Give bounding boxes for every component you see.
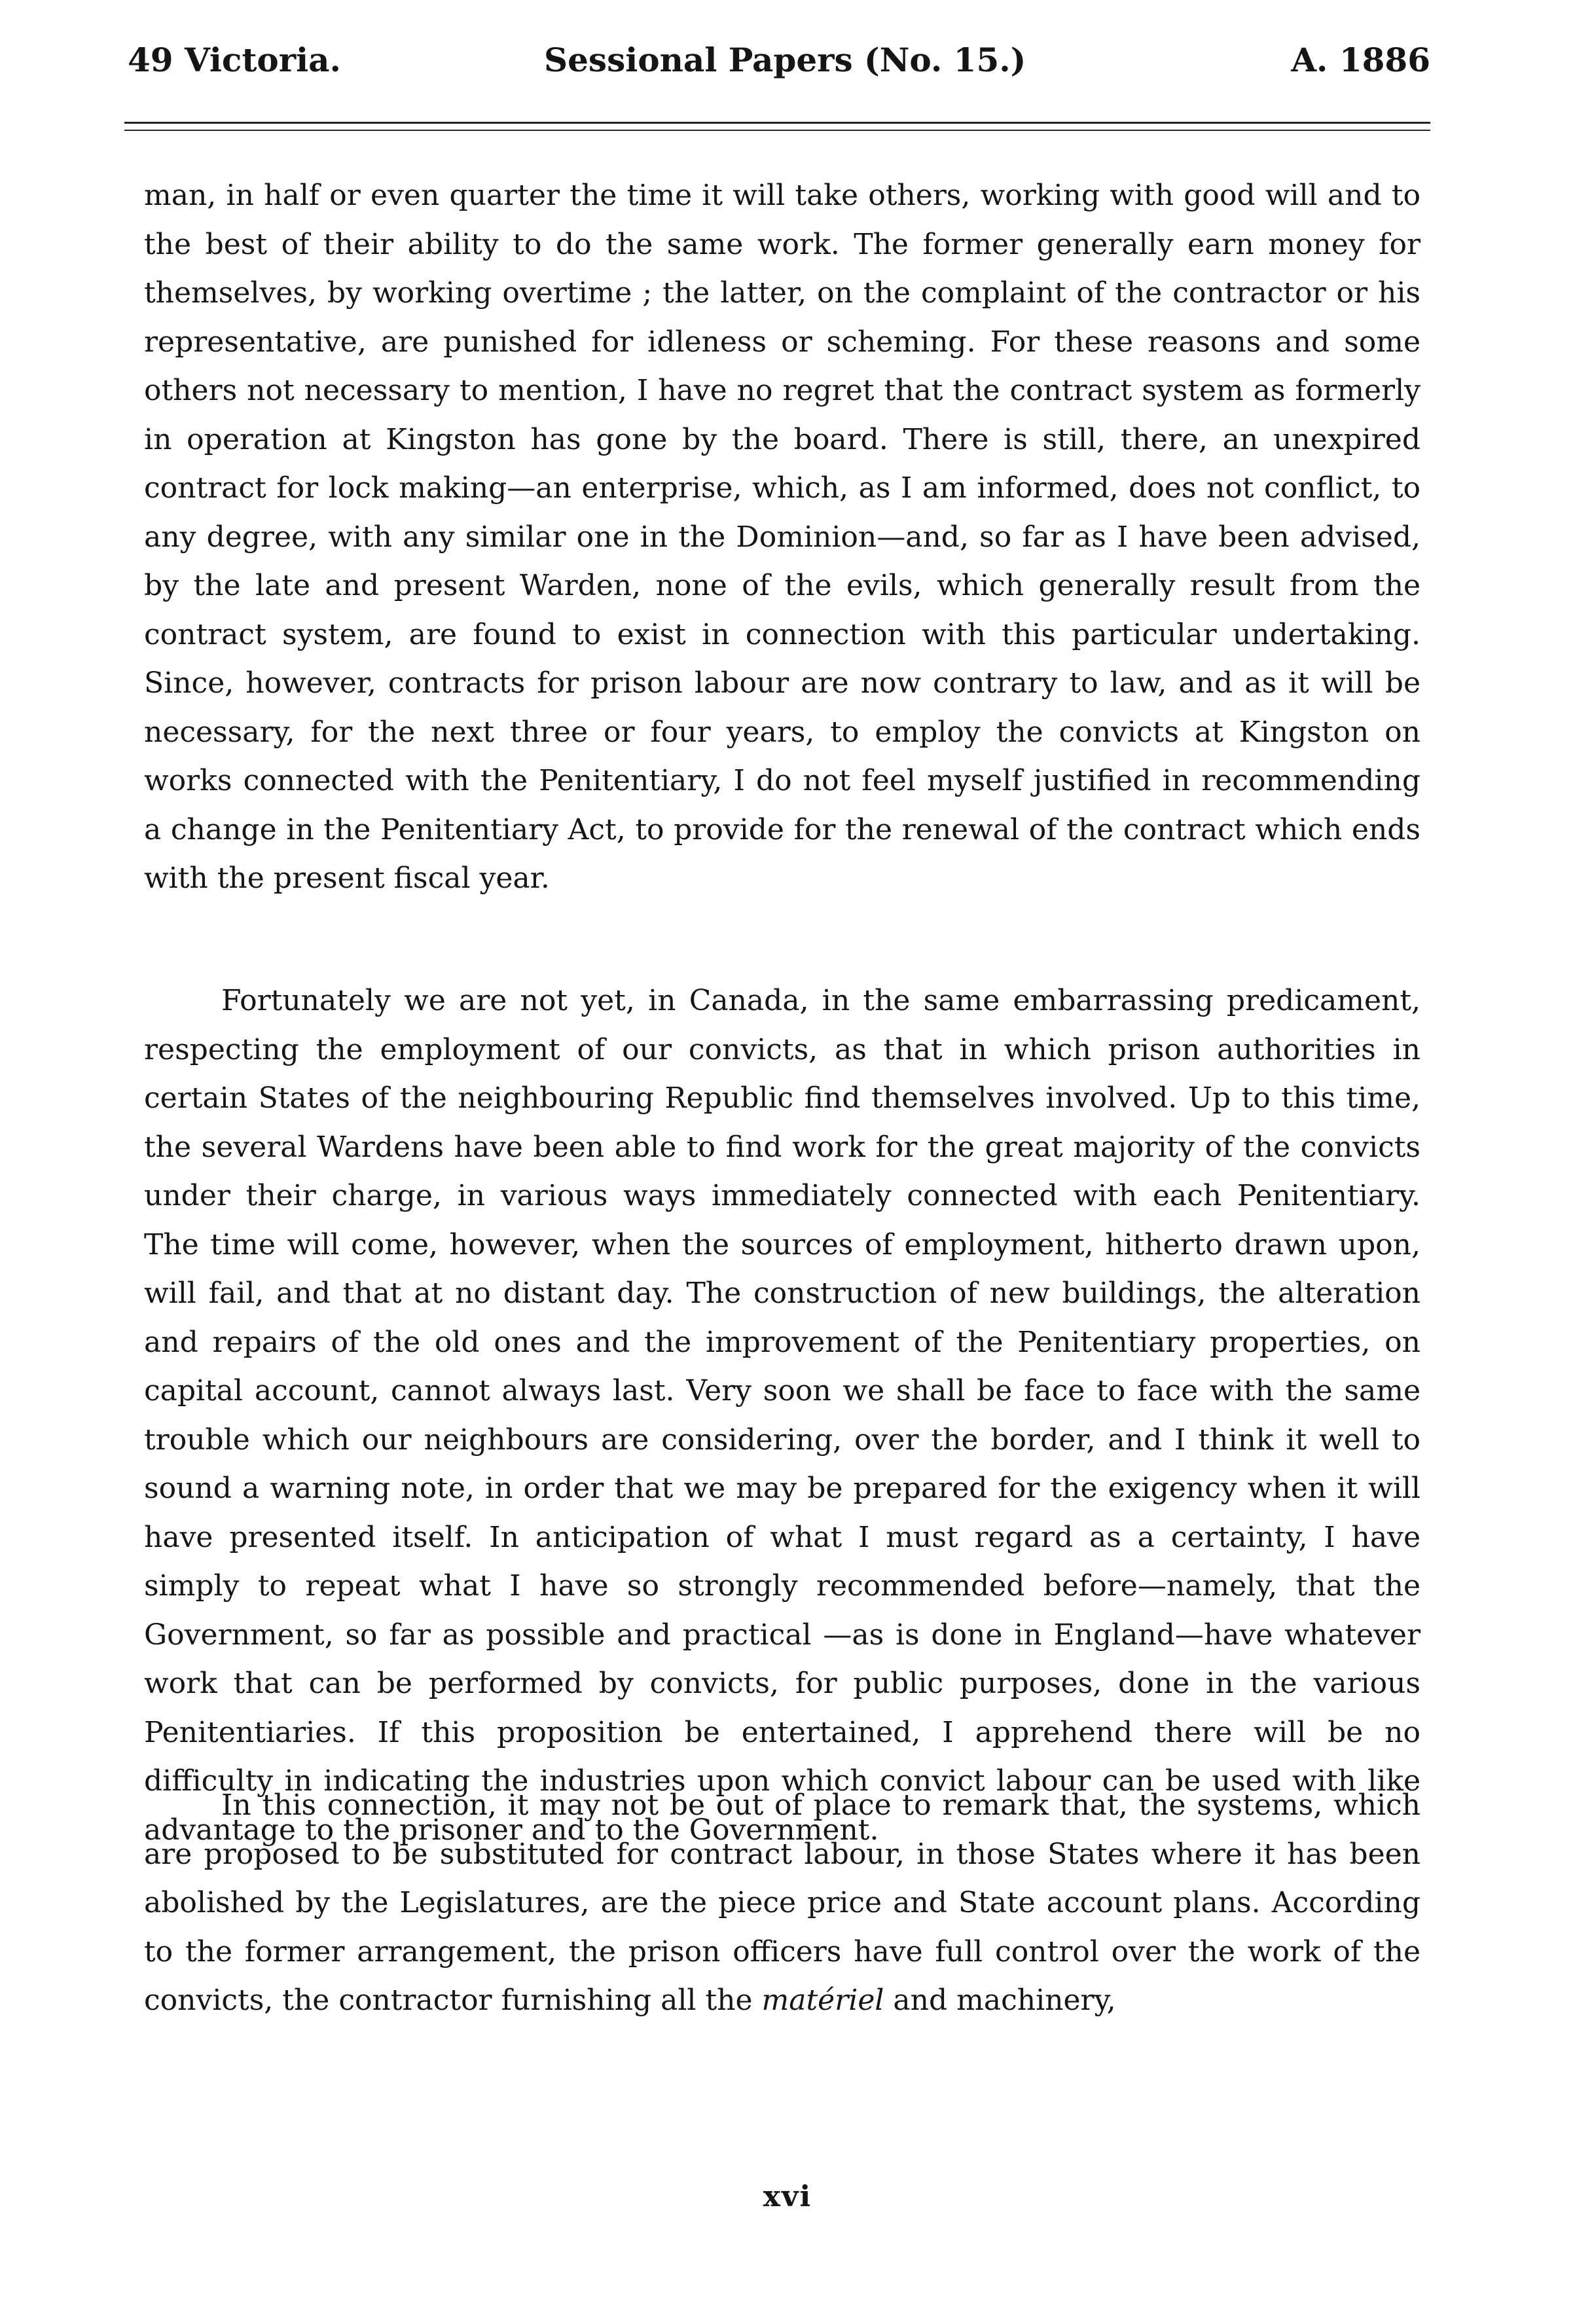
paragraph-3 [144,1781,1421,2025]
header-rule [124,122,1430,124]
paragraph-3-italic-term: matériel [761,1984,884,2017]
header-session: 49 Victoria. [128,41,341,79]
paragraph-1: man, in half or even quarter the time it will take others, working with good will and to the best of their ability to do the same work. The former generally earn money for themselves, by working overtime ; the latter, on the complaint of the contractor or his representative, are punished for idleness or scheming. For these reasons and some others not necessary to mention, I have no regret that the contract system as formerly in operation at Kingston has gone by the board. There is still, there, an unexpired contract for lock making—an enterprise, which, as I am informed, does not conflict, to any degree, with any similar one in the Dominion—and, so far as I have been advised, by the late and present Warden, none of the evils, which generally result from the contract system, are found to exist in connection with this particular undertaking. Since, however, contracts for prison labour are now contrary to law, and as it will be necessary, for the next three or four years, to employ the convicts at Kingston on works connected with the Penitentiary, I do not feel myself justified in recommending a change in the Penitentiary Act, to provide for the renewal of the contract which ends with the present fiscal year. [144,179,1421,895]
header-rule-thin [124,130,1430,131]
paragraph-3-tail: and machinery, [884,1984,1116,2017]
running-header [128,41,1430,93]
page-number: xvi [763,2180,812,2213]
header-title: Sessional Papers (No. 15.) [544,41,1026,79]
paragraph-3-text: In this connection, it may not be out of place to remark that, the systems, which are proposed to be substituted for contract labour, in those States where it has been abolished by the Legislatures, are the piece price and State account plans. According to the former arrangement, the prison officers have full control over the work of the convicts, the contractor furnishing all the [144,1788,1421,2017]
header-year: A. 1886 [1291,41,1430,79]
paragraph-2: Fortunately we are not yet, in Canada, in the same embarrassing predicament, respecting the employment of our convicts, as that in which prison authorities in certain States of the neighbouring Republic find themselves involved. Up to this time, the several Wardens have been able to find work for the great majority of the convicts under their charge, in various ways immediately connected with each Penitentiary. The time will come, however, when the sources of employment, hitherto drawn upon, will fail, and that at no distant day. The construction of new buildings, the alteration and repairs of the old ones and the improvement of the Penitentiary properties, on capital account, cannot always last. Very soon we shall be face to face with the same trouble which our neighbours are considering, over the border, and I think it well to sound a warning note, in order that we may be prepared for the exigency when it will have presented itself. In anticipation of what I must regard as a certainty, I have simply to repeat what I have so strongly recommended before—namely, that the Government, so far as possible and practical —as is done in England—have whatever work that can be performed by convicts, for public purposes, done in the various Penitentiaries. If this proposition be entertained, I apprehend there will be no difficulty in indicating the industries upon which convict labour can be used with like advantage to the prisoner and to the Government. [144,984,1421,1847]
